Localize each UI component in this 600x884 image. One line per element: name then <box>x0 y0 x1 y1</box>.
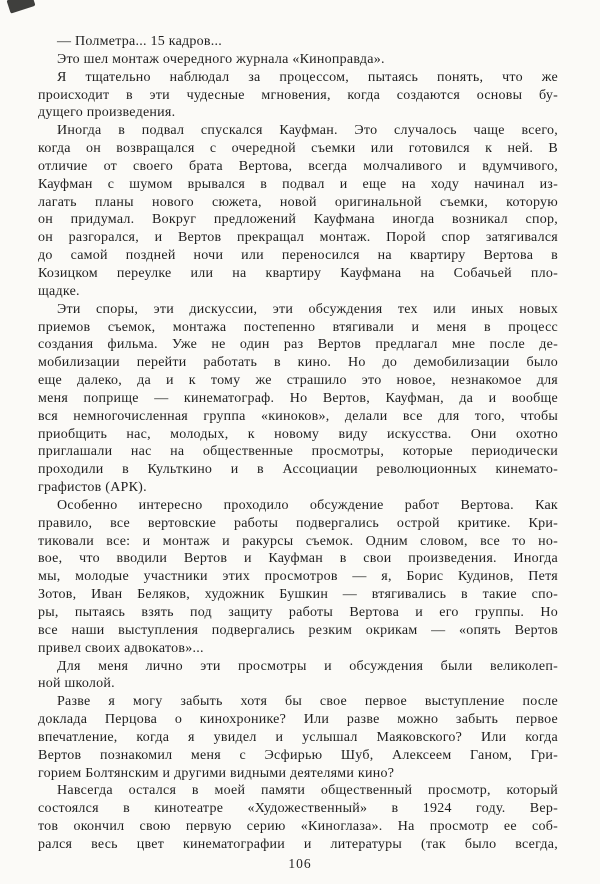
text-line: проходили в Культкино и в Ассоциации революционных кинемато- <box>38 462 558 478</box>
text-line: Иногда в подвал спускался Кауфман. Это случалось чаще всего, <box>57 123 558 139</box>
text-line: правило, все вертовские работы подвергались острой критике. Кри- <box>38 515 558 531</box>
text-line: все наши выступления подвергались резким окрикам — «опять Вертов <box>38 622 558 638</box>
text-line: Зотов, Иван Беляков, художник Бушкин — втягивались в такие спо- <box>38 587 558 603</box>
text-line: происходит в эти чудесные мгновения, когда создаются основы бу- <box>38 87 558 103</box>
text-line: Разве я могу забыть хотя бы свое первое выступление после <box>57 694 558 710</box>
paragraph <box>38 693 558 782</box>
text-line: мобилизации перейти работать в кино. Но до демобилизации было <box>38 355 558 371</box>
text-line: до самой поздней ночи или переносился на квартиру Вертова в <box>38 248 558 264</box>
page-number: 106 <box>288 856 312 871</box>
scan-artifact <box>6 0 35 14</box>
text-line: создания фильма. Уже не один раз Вертов предлагал мне после де- <box>38 337 558 353</box>
text-line: доклада Перцова о кинохронике? Или разве можно забыть первое <box>38 712 558 728</box>
text-line: Особенно интересно проходило обсуждение работ Вертова. Как <box>57 497 558 513</box>
text-line: Для меня лично эти просмотры и обсуждения были великолеп- <box>57 658 558 674</box>
text-block <box>38 33 558 854</box>
text-line: приглашали нас на общественные просмотры, которые периодически <box>38 444 558 460</box>
text-line: он разгорался, и Вертов прекращал монтаж. Порой спор затягивался <box>38 230 558 246</box>
text-line: дущего произведения. <box>38 105 176 121</box>
text-line: горием Болтянским и другими видными деятелями кино? <box>38 765 395 781</box>
text-line: вся немногочисленная группа «киноков», делали все для того, чтобы <box>38 408 558 424</box>
text-line: отличие от своего брата Вертова, всегда молчаливого и вдумчивого, <box>38 158 558 174</box>
text-line: тов окончил свою первую серию «Киноглаза». На просмотр ее соб- <box>38 819 558 835</box>
paragraph <box>38 122 558 300</box>
text-line: Это шел монтаж очередного журнала «Киноправда». <box>57 51 385 67</box>
text-line: состоялся в кинотеатре «Художественный» в 1924 году. Вер- <box>38 801 558 817</box>
text-line: когда он возвращался с очередной съемки или готовился к ней. В <box>38 141 558 157</box>
text-line: меня поприще — кинематограф. Но Вертов, Кауфман, да и вообще <box>38 390 558 406</box>
text-line: приобщить нас, молодых, к новому виду искусства. Они охотно <box>38 426 558 442</box>
paragraph <box>38 69 558 123</box>
text-line: еще далеко, да и к тому же страшило это новое, незнакомое для <box>38 373 558 389</box>
text-line: Козицком переулке или на квартиру Кауфмана на Собачьей пло- <box>38 265 558 281</box>
text-line: ры, пытаясь взять под защиту работы Вертова и его группы. Но <box>38 605 558 620</box>
paragraph <box>38 301 558 497</box>
text-line: ной школой. <box>38 676 115 692</box>
text-line: приемов съемок, монтажа постепенно втягивали и меня в процесс <box>38 319 558 335</box>
text-line: Кауфман с шумом врывался в подвал и еще на ходу начинал из- <box>38 176 558 192</box>
text-line: Навсегда остался в моей памяти общественный просмотр, который <box>57 783 558 799</box>
text-line: мы, молодые участники этих просмотров — я, Борис Кудинов, Петя <box>38 569 558 585</box>
text-line: Эти споры, эти дискуссии, эти обсуждения тех или иных новых <box>57 301 558 317</box>
text-line: графистов (АРК). <box>38 480 147 496</box>
paragraph <box>38 782 558 853</box>
text-line: вое, что вводили Вертов и Кауфман в свои произведения. Иногда <box>38 551 558 567</box>
paragraph <box>38 51 558 69</box>
paragraph <box>38 497 558 658</box>
text-line: Вертов познакомил меня с Эсфирью Шуб, Алексеем Ганом, Гри- <box>38 747 558 763</box>
text-line: тиковали все: и монтаж и ракурсы съемок. Одним словом, все то но- <box>38 533 558 549</box>
text-line: Я тщательно наблюдал за процессом, пытаясь понять, что же <box>57 69 558 85</box>
text-line: рался весь цвет кинематографии и литературы (так было всегда, <box>38 836 558 852</box>
text-line: щадке. <box>38 283 80 299</box>
text-line: он придумал. Вокруг предложений Кауфмана иногда возникал спор, <box>38 212 558 228</box>
text-line: лагать планы нового сюжета, новой оригинальной съемки, которую <box>38 194 558 210</box>
paragraph <box>38 33 558 51</box>
text-line: привел своих адвокатов»... <box>38 640 204 656</box>
paragraph <box>38 658 558 694</box>
text-line: впечатление, когда я увидел и услышал Маяковского? Или когда <box>38 729 558 745</box>
text-line: — Полметра... 15 кадров... <box>57 34 223 49</box>
